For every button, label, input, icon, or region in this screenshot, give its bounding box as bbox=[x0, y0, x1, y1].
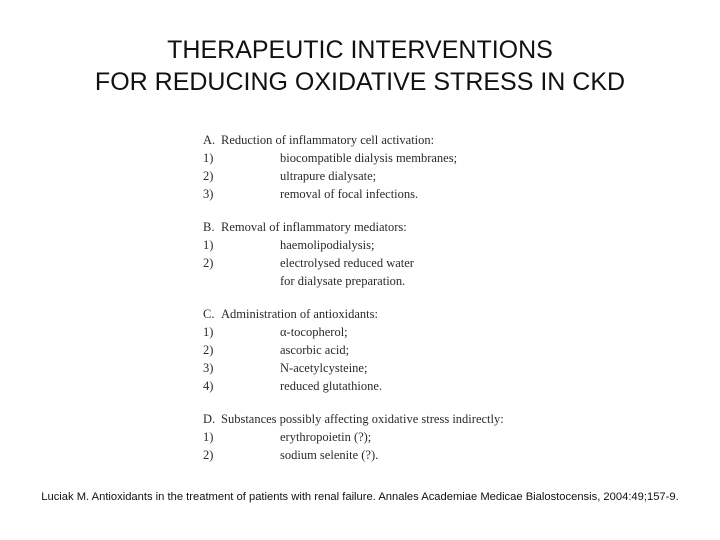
list-item bbox=[203, 446, 543, 464]
list-item bbox=[203, 185, 543, 203]
section-a bbox=[203, 131, 543, 203]
item-text: ultrapure dialysate; bbox=[280, 169, 377, 183]
item-number: 1) bbox=[203, 151, 214, 165]
section-heading-text: Removal of inflammatory mediators: bbox=[221, 220, 407, 234]
list-item bbox=[203, 323, 543, 341]
section-c bbox=[203, 305, 543, 395]
slide-title bbox=[0, 34, 720, 98]
section-letter: D. bbox=[203, 412, 216, 426]
list-item bbox=[203, 254, 543, 272]
list-item bbox=[203, 359, 543, 377]
item-text: sodium selenite (?). bbox=[280, 448, 379, 462]
item-number: 1) bbox=[203, 238, 214, 252]
item-number: 4) bbox=[203, 379, 214, 393]
section-heading-text: Substances possibly affecting oxidative stress indirectly: bbox=[221, 412, 504, 426]
list-item bbox=[203, 149, 543, 167]
item-text: removal of focal infections. bbox=[280, 187, 419, 201]
list-item bbox=[203, 428, 543, 446]
item-number: 3) bbox=[203, 187, 214, 201]
section-heading bbox=[203, 305, 543, 323]
list-item bbox=[203, 167, 543, 185]
item-text: erythropoietin (?); bbox=[280, 430, 372, 444]
item-text: electrolysed reduced water bbox=[280, 256, 414, 270]
section-heading bbox=[203, 131, 543, 149]
list-item bbox=[203, 236, 543, 254]
item-number: 1) bbox=[203, 430, 214, 444]
item-number: 2) bbox=[203, 448, 214, 462]
item-text: N-acetylcysteine; bbox=[280, 361, 368, 375]
section-d bbox=[203, 410, 543, 464]
section-letter: B. bbox=[203, 220, 215, 234]
title-line-1: THERAPEUTIC INTERVENTIONS bbox=[167, 36, 553, 64]
item-text: α-tocopherol; bbox=[280, 325, 348, 339]
item-text: haemolipodialysis; bbox=[280, 238, 375, 252]
list-item-continuation bbox=[203, 272, 543, 290]
list-item bbox=[203, 341, 543, 359]
section-heading bbox=[203, 410, 543, 428]
item-number: 3) bbox=[203, 361, 214, 375]
section-heading-text: Reduction of inflammatory cell activation: bbox=[221, 133, 435, 147]
section-letter: A. bbox=[203, 133, 216, 147]
item-text: reduced glutathione. bbox=[280, 379, 383, 393]
title-line-2: FOR REDUCING OXIDATIVE STRESS IN CKD bbox=[94, 68, 626, 96]
item-number: 2) bbox=[203, 169, 214, 183]
citation: Luciak M. Antioxidants in the treatment of patients with renal failure. Annales Academiae Medicae Bialostocensis, 2004:49;157-9. bbox=[41, 491, 679, 503]
item-number: 1) bbox=[203, 325, 214, 339]
item-text-continuation: for dialysate preparation. bbox=[280, 274, 406, 288]
item-text: biocompatible dialysis membranes; bbox=[280, 151, 458, 165]
item-number: 2) bbox=[203, 343, 214, 357]
item-text: ascorbic acid; bbox=[280, 343, 350, 357]
item-number: 2) bbox=[203, 256, 214, 270]
section-b bbox=[203, 218, 543, 290]
interventions-list bbox=[203, 131, 543, 469]
section-heading-text: Administration of antioxidants: bbox=[221, 307, 378, 321]
section-letter: C. bbox=[203, 307, 215, 321]
list-item bbox=[203, 377, 543, 395]
section-heading bbox=[203, 218, 543, 236]
